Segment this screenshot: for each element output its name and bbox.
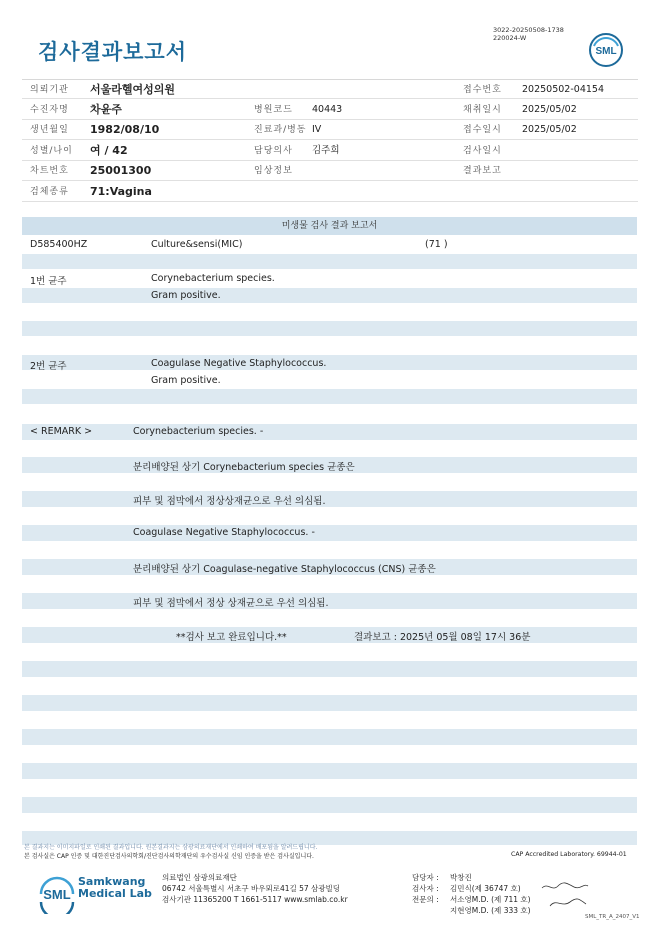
test-code: D585400HZ xyxy=(30,239,88,250)
report-complete-text: **검사 보고 완료입니다.** xyxy=(176,632,287,643)
isolate-2-name: Coagulase Negative Staphylococcus. xyxy=(151,358,327,369)
info-label: 생년월일 xyxy=(30,125,69,135)
info-value: 여 / 42 xyxy=(90,143,128,157)
info-label: 접수일시 xyxy=(463,125,502,135)
remark-line: 피부 및 점막에서 정상 상재균으로 우선 의심됨. xyxy=(133,598,329,609)
footer-certification: 본 검사실은 CAP 인증 및 대한진단검사의학회/진단검사의학재단의 우수검사실 신임 인증을 받은 검사실입니다. xyxy=(24,853,314,860)
info-label: 임상정보 xyxy=(254,166,293,176)
info-value: 서울라헬여성의원 xyxy=(90,83,176,96)
patient-info-row xyxy=(22,100,638,120)
info-label: 병원코드 xyxy=(254,104,293,115)
brand-name xyxy=(78,876,152,900)
patient-info-row xyxy=(22,79,638,99)
row-band xyxy=(22,695,637,711)
cap-accreditation: CAP Accredited Laboratory. 69944-01 xyxy=(511,851,627,858)
sign-label: 담당자 : xyxy=(412,873,439,882)
info-label: 접수번호 xyxy=(463,85,502,95)
isolate-2-label: 2번 균주 xyxy=(30,361,67,372)
brand-line-1: Samkwang xyxy=(78,875,146,888)
info-label: 성별/나이 xyxy=(30,145,73,156)
info-label: 검체종류 xyxy=(30,186,69,197)
foundation-name: 의료법인 삼광의료재단 xyxy=(162,873,237,882)
patient-info-row xyxy=(22,120,638,140)
patient-info-row xyxy=(22,182,638,202)
sign-label: 전문의 : xyxy=(412,895,439,904)
info-label: 담당의사 xyxy=(254,145,293,156)
row-band xyxy=(22,593,637,609)
brand-line-2: Medical Lab xyxy=(78,887,152,900)
row-band xyxy=(22,627,637,643)
sign-value: 박창진 xyxy=(450,873,472,882)
row-band xyxy=(22,424,637,440)
remark-line: Coagulase Negative Staphylococcus. - xyxy=(133,527,315,538)
row-band xyxy=(22,797,637,813)
info-label: 채취일시 xyxy=(463,104,502,115)
info-value: 2025/05/02 xyxy=(522,124,577,135)
foundation-contact: 검사기관 11365200 T 1661-5117 www.smlab.co.kr xyxy=(162,895,348,904)
remark-line: 분리배양된 상기 Coagulase-negative Staphylococcus (CNS) 균종은 xyxy=(133,564,436,575)
sign-row xyxy=(412,905,531,916)
remark-line: 피부 및 점막에서 정상상재균으로 우선 의심됨. xyxy=(133,496,326,507)
info-label: 차트번호 xyxy=(30,166,69,176)
signature-icon xyxy=(540,880,590,910)
sign-value: 김민식(제 36747 호) xyxy=(450,884,521,893)
isolate-1-name: Corynebacterium species. xyxy=(151,273,275,284)
patient-info-row xyxy=(22,161,638,181)
info-label: 진료과/병동 xyxy=(254,125,307,135)
document-code-line-1: 3022-20250508-1738 xyxy=(493,26,564,34)
info-value: 1982/08/10 xyxy=(90,123,160,136)
row-band xyxy=(22,254,637,269)
form-version: SML_TR_A_2407_V1 xyxy=(585,914,640,920)
document-code-line-2: 220024-W xyxy=(493,34,527,42)
row-band xyxy=(22,729,637,745)
info-value: 20250502-04154 xyxy=(522,84,605,95)
info-value: 40443 xyxy=(312,103,343,115)
foundation-address: 06742 서울특별시 서초구 바우뫼로41길 57 삼광빌딩 xyxy=(162,884,341,893)
test-specimen: (71 ) xyxy=(425,239,448,250)
isolate-1-label: 1번 균주 xyxy=(30,276,67,287)
row-band xyxy=(22,389,637,404)
sml-logo-icon xyxy=(36,872,78,914)
patient-info-row xyxy=(22,141,638,161)
info-label: 검사일시 xyxy=(463,145,502,156)
info-value: IV xyxy=(312,124,322,135)
info-label: 결과보고 xyxy=(463,166,502,176)
sign-label: 검사자 : xyxy=(412,884,439,893)
info-label: 의뢰기관 xyxy=(30,85,69,95)
test-name: Culture&sensi(MIC) xyxy=(151,239,243,250)
info-value: 2025/05/02 xyxy=(522,103,577,115)
page-title: 검사결과보고서 xyxy=(38,40,188,64)
row-band xyxy=(22,491,637,507)
row-band xyxy=(22,321,637,336)
sml-logo-text: SML xyxy=(43,887,71,902)
row-band xyxy=(22,288,637,303)
info-value: 김주희 xyxy=(312,144,340,156)
row-band xyxy=(22,525,637,541)
isolate-2-gram: Gram positive. xyxy=(151,375,221,386)
sign-row xyxy=(412,894,531,905)
remark-line: 분리배양된 상기 Corynebacterium species 균종은 xyxy=(133,462,355,473)
isolate-1-gram: Gram positive. xyxy=(151,290,221,301)
row-band xyxy=(22,355,637,370)
document-code xyxy=(493,26,564,42)
info-label: 수진자명 xyxy=(30,104,69,115)
report-time: 결과보고 : 2025년 05월 08일 17시 36분 xyxy=(354,632,531,643)
sign-value: 서소영M.D. (제 711 호) xyxy=(450,895,531,904)
info-value: 71:Vagina xyxy=(90,184,152,198)
remark-line: Corynebacterium species. - xyxy=(133,426,264,437)
sml-logo-icon xyxy=(588,32,624,68)
sign-row xyxy=(412,872,472,883)
remark-label: < REMARK > xyxy=(30,426,93,437)
footer-notice: 본 결과지는 이미지파일로 인쇄된 결과입니다. 원본결과지는 삼광의료재단에서 인쇄하여 배포됨을 알려드립니다. xyxy=(24,844,318,851)
info-value: 차윤주 xyxy=(90,102,122,116)
report-section-title: 미생물 검사 결과 보고서 xyxy=(22,217,637,235)
sign-value: 지현영M.D. (제 333 호) xyxy=(450,906,531,915)
sml-logo-text: SML xyxy=(595,46,617,57)
row-band xyxy=(22,661,637,677)
info-value: 25001300 xyxy=(90,164,152,177)
sign-row xyxy=(412,883,521,894)
row-band xyxy=(22,763,637,779)
